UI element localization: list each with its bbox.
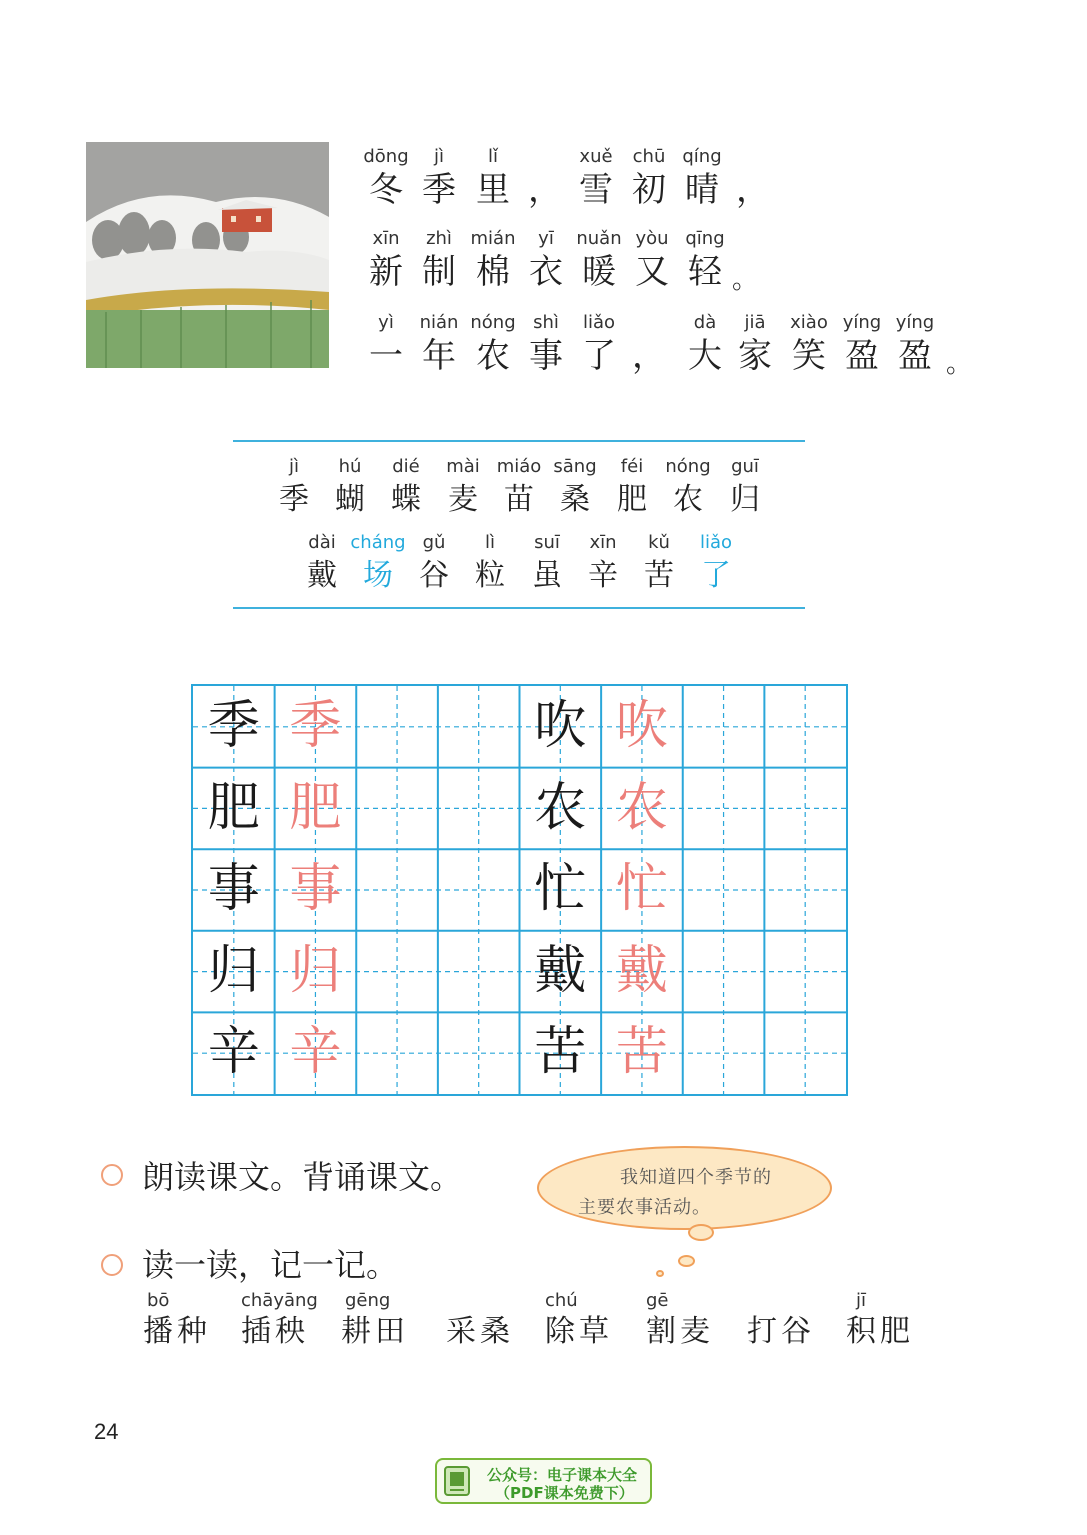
- pinyin: guī: [731, 456, 759, 477]
- hanzi: 农: [476, 336, 510, 376]
- punctuation: 。: [732, 265, 759, 295]
- hanzi: 场: [363, 558, 393, 593]
- char-cell: [489, 456, 549, 522]
- bubble-dot-large: [688, 1224, 714, 1241]
- exercise-2-text: 读一读，记一记。: [142, 1246, 399, 1284]
- char-cell: [463, 228, 523, 294]
- char-cell: [409, 146, 469, 212]
- hanzi: 冬: [369, 170, 403, 210]
- char-cell: [376, 456, 436, 522]
- model-char: 忙: [534, 859, 587, 920]
- trace-char: 季: [289, 696, 342, 756]
- char-cell: [320, 456, 380, 522]
- pinyin: nián: [419, 312, 459, 333]
- hanzi: 新: [369, 252, 403, 292]
- pinyin: chū: [632, 146, 666, 167]
- char-cell: [675, 228, 735, 294]
- hanzi: 衣: [529, 252, 563, 292]
- pinyin: zhì: [426, 228, 452, 249]
- hanzi: 盈: [845, 336, 879, 376]
- pinyin: nóng: [665, 456, 711, 477]
- bubble-dot-medium: [678, 1255, 695, 1267]
- pinyin: jì: [288, 456, 299, 477]
- bottom-divider: [233, 607, 805, 609]
- hanzi: 又: [635, 252, 669, 292]
- pinyin: dié: [392, 456, 420, 477]
- char-cell: [463, 146, 523, 212]
- pinyin: liǎo: [582, 312, 616, 333]
- pinyin: qíng: [682, 146, 722, 167]
- hanzi: 制: [422, 252, 456, 292]
- bubble-line-2: 主要农事活动。: [578, 1197, 711, 1218]
- hanzi: 归: [730, 482, 760, 517]
- model-char: 归: [207, 940, 260, 1001]
- trace-char: 忙: [615, 859, 668, 920]
- char-cell: [433, 456, 493, 522]
- hanzi: 棉: [476, 252, 510, 292]
- char-cell: [292, 532, 352, 598]
- word-pinyin: jī: [856, 1290, 867, 1311]
- pinyin: dà: [693, 312, 717, 333]
- poem-line-1: [0, 146, 1087, 224]
- model-char: 事: [207, 859, 260, 920]
- word-item: [446, 1290, 514, 1352]
- word-item: [846, 1290, 914, 1352]
- pinyin: nuǎn: [576, 228, 622, 249]
- page-number: 24: [94, 1419, 119, 1444]
- hanzi: 一: [369, 336, 403, 376]
- punctuation: ，: [632, 336, 666, 376]
- word-item: [646, 1290, 714, 1352]
- pinyin: xīn: [372, 228, 400, 249]
- hanzi: 粒: [475, 558, 505, 593]
- hanzi: 暖: [582, 252, 616, 292]
- word-hanzi: 播种: [143, 1314, 211, 1349]
- hanzi: 蝶: [391, 482, 421, 517]
- word-pinyin: chāyāng: [241, 1290, 318, 1311]
- pinyin: yì: [378, 312, 394, 333]
- hanzi: 雪: [579, 170, 613, 210]
- char-cell: [404, 532, 464, 598]
- word-item: [241, 1290, 318, 1352]
- model-char: 戴: [534, 940, 587, 1001]
- bubble-dot-small: [656, 1270, 664, 1277]
- recognize-row-2: [0, 532, 1087, 610]
- word-pinyin: gē: [646, 1290, 669, 1311]
- hanzi: 桑: [560, 482, 590, 517]
- char-cell: [264, 456, 324, 522]
- hanzi: 虽: [532, 558, 562, 593]
- pinyin: mài: [446, 456, 480, 477]
- pinyin: yòu: [635, 228, 669, 249]
- pinyin: suī: [534, 532, 560, 553]
- pinyin: lì: [484, 532, 495, 553]
- char-cell: [573, 532, 633, 598]
- word-item: [143, 1290, 211, 1352]
- pinyin: yíng: [895, 312, 935, 333]
- pinyin: mián: [470, 228, 516, 249]
- book-icon: [443, 1465, 473, 1499]
- hanzi: 大: [688, 336, 722, 376]
- model-char: 肥: [207, 777, 260, 838]
- char-cell: [619, 146, 679, 212]
- punctuation: 。: [946, 349, 973, 379]
- exercise-1-marker-icon: [101, 1164, 123, 1186]
- pinyin: yíng: [842, 312, 882, 333]
- hanzi: 晴: [685, 170, 719, 210]
- hanzi: 事: [529, 336, 563, 376]
- char-cell: [658, 456, 718, 522]
- char-cell: [725, 312, 785, 378]
- writing-grid: [191, 684, 848, 1096]
- char-cell: [566, 146, 626, 212]
- pinyin: hú: [338, 456, 362, 477]
- hanzi: 蝴: [335, 482, 365, 517]
- char-cell: [356, 312, 416, 378]
- poem-line-2: [0, 228, 1087, 306]
- watermark-line-2: （PDF课本免费下）: [495, 1484, 634, 1502]
- pinyin: nóng: [470, 312, 516, 333]
- hanzi: 季: [422, 170, 456, 210]
- hanzi: 辛: [588, 558, 618, 593]
- char-cell: [356, 228, 416, 294]
- char-cell: [356, 146, 416, 212]
- pinyin: jiā: [744, 312, 766, 333]
- char-cell: [463, 312, 523, 378]
- watermark-badge: [435, 1458, 652, 1504]
- trace-char: 辛: [289, 1022, 342, 1083]
- trace-char: 归: [289, 940, 342, 1001]
- char-cell: [409, 312, 469, 378]
- trace-char: 苦: [615, 1022, 668, 1083]
- hanzi: 谷: [419, 558, 449, 593]
- char-cell: [672, 146, 732, 212]
- hanzi: 季: [279, 482, 309, 517]
- char-cell: [348, 532, 408, 598]
- char-cell: [517, 532, 577, 598]
- exercise-1-text: 朗读课文。背诵课文。: [142, 1158, 463, 1196]
- pinyin: miáo: [496, 456, 542, 477]
- pinyin: dōng: [363, 146, 409, 167]
- hanzi: 麦: [448, 482, 478, 517]
- word-hanzi: 除草: [545, 1314, 613, 1349]
- word-hanzi: 采桑: [446, 1314, 514, 1349]
- model-char: 吹: [534, 696, 587, 756]
- word-item: [747, 1290, 815, 1352]
- pinyin: gǔ: [422, 532, 446, 553]
- pinyin: kǔ: [648, 532, 670, 553]
- char-cell: [715, 456, 775, 522]
- char-cell: [516, 312, 576, 378]
- hanzi: 戴: [307, 558, 337, 593]
- poem-line-3: [0, 312, 1087, 390]
- word-hanzi: 打谷: [747, 1314, 815, 1349]
- char-cell: [832, 312, 892, 378]
- pinyin: xuě: [579, 146, 613, 167]
- hanzi: 轻: [688, 252, 722, 292]
- char-cell: [545, 456, 605, 522]
- hanzi: 肥: [617, 482, 647, 517]
- word-pinyin: [446, 1290, 514, 1312]
- char-cell: [569, 312, 629, 378]
- word-hanzi: 割麦: [646, 1314, 714, 1349]
- hanzi: 盈: [898, 336, 932, 376]
- punctuation: ，: [528, 170, 562, 210]
- hanzi: 年: [422, 336, 456, 376]
- recognize-row-1: [0, 456, 1087, 534]
- trace-char: 事: [289, 859, 342, 920]
- char-cell: [686, 532, 746, 598]
- char-cell: [629, 532, 689, 598]
- pinyin: xiào: [790, 312, 828, 333]
- hanzi: 农: [673, 482, 703, 517]
- hanzi: 苦: [644, 558, 674, 593]
- trace-char: 吹: [615, 696, 668, 756]
- hanzi: 笑: [792, 336, 826, 376]
- pinyin: shì: [533, 312, 559, 333]
- word-pinyin: [747, 1290, 815, 1312]
- char-cell: [409, 228, 469, 294]
- bubble-line-1: 我知道四个季节的: [620, 1167, 772, 1188]
- word-pinyin: chú: [545, 1290, 578, 1311]
- hanzi: 苗: [504, 482, 534, 517]
- exercise-2-marker-icon: [101, 1254, 123, 1276]
- pinyin: yī: [538, 228, 554, 249]
- pinyin: xīn: [589, 532, 617, 553]
- pinyin: sāng: [553, 456, 597, 477]
- char-cell: [622, 228, 682, 294]
- pinyin: jì: [433, 146, 444, 167]
- punctuation: ，: [736, 170, 770, 210]
- trace-char: 戴: [615, 940, 668, 1001]
- top-divider: [233, 440, 805, 442]
- trace-char: 农: [615, 777, 668, 838]
- watermark-line-1: 公众号：电子课本大全: [487, 1466, 638, 1484]
- char-cell: [779, 312, 839, 378]
- word-pinyin: bō: [147, 1290, 170, 1311]
- char-cell: [569, 228, 629, 294]
- trace-char: 肥: [289, 777, 342, 838]
- char-cell: [516, 228, 576, 294]
- model-char: 辛: [207, 1022, 260, 1083]
- word-hanzi: 插秧: [241, 1314, 309, 1349]
- hanzi: 初: [632, 170, 666, 210]
- word-item: [545, 1290, 613, 1352]
- pinyin: liǎo: [699, 532, 733, 553]
- char-cell: [885, 312, 945, 378]
- pinyin: qīng: [685, 228, 725, 249]
- hanzi: 了: [582, 336, 616, 376]
- pinyin: dài: [308, 532, 336, 553]
- char-cell: [460, 532, 520, 598]
- model-char: 苦: [534, 1022, 587, 1083]
- word-pinyin: gēng: [345, 1290, 391, 1311]
- model-char: 农: [534, 777, 587, 838]
- hanzi: 里: [476, 170, 510, 210]
- word-hanzi: 耕田: [341, 1314, 409, 1349]
- pinyin: féi: [620, 456, 644, 477]
- model-char: 季: [207, 696, 260, 756]
- pinyin: lǐ: [487, 146, 498, 167]
- hanzi: 了: [701, 558, 731, 593]
- word-hanzi: 积肥: [846, 1314, 914, 1349]
- pinyin: cháng: [350, 532, 406, 553]
- word-item: [341, 1290, 409, 1352]
- char-cell: [602, 456, 662, 522]
- hanzi: 家: [738, 336, 772, 376]
